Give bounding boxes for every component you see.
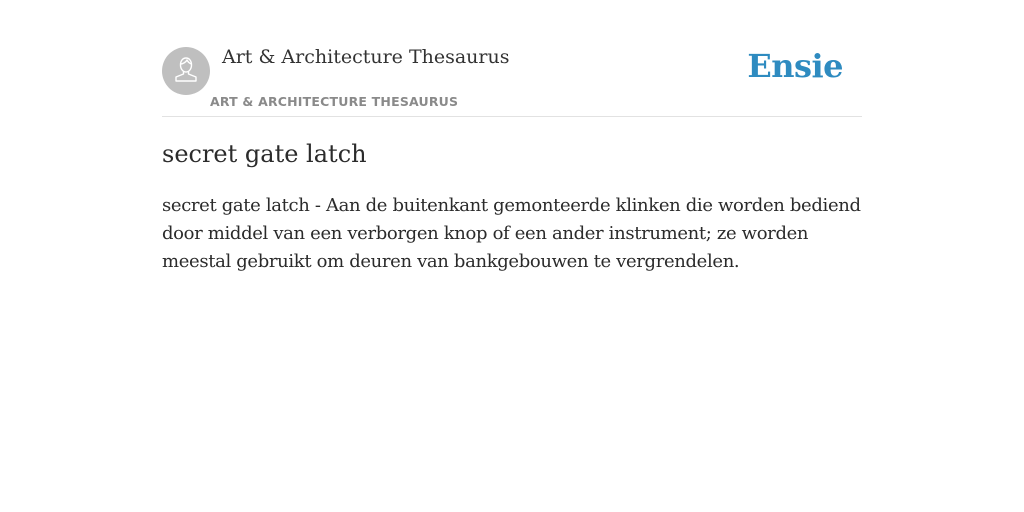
ensie-logo[interactable]: Ensie: [747, 47, 843, 85]
source-label[interactable]: ART & ARCHITECTURE THESAURUS: [210, 94, 459, 109]
author-name[interactable]: Art & Architecture Thesaurus: [222, 46, 510, 68]
entry-title: secret gate latch: [162, 140, 367, 168]
author-avatar[interactable]: [162, 47, 210, 95]
entry-definition: secret gate latch - Aan de buitenkant gemonteerde klinken die worden bediend door middel van een verborgen knop of een ander instrument; ze worden meestal gebruikt om deuren van bankgebouwen te vergrendelen.: [162, 195, 861, 272]
user-icon: [171, 54, 201, 88]
page-header: [162, 0, 862, 117]
